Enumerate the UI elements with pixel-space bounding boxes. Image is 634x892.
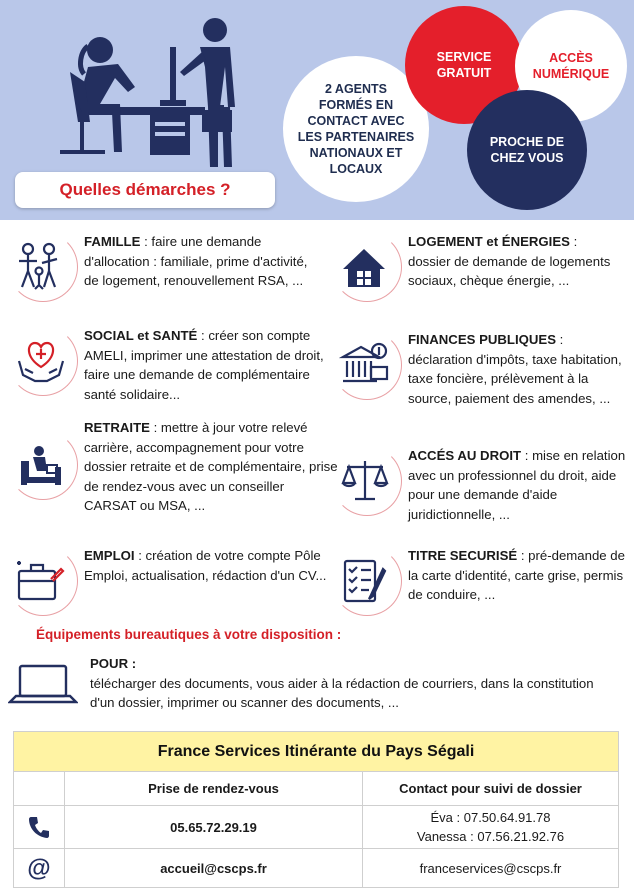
agents-circle: 2 AGENTS FORMÉS EN CONTACT AVEC LES PARTENAIRES NATIONAUX ET LOCAUX [283,56,429,202]
social-text: : créer son compte AMELI, imprimer une attestation de droit, faire une demande de complémentaire santé solidaire... [84,328,324,402]
contact-table [13,731,619,888]
retraite-text: : mettre à jour votre relevé carrière, accompagnement pour votre dossier retraite et de complémentaire, prise de rendez-vous avec un conseiller CARSAT ou MSA, ... [84,420,338,513]
question-title: Quelles démarches ? [59,180,231,199]
suivi-phones [363,806,618,848]
droit-title: ACCÉS AU DROIT [408,448,522,463]
col-suivi: Contact pour suivi de dossier [399,781,582,796]
checklist-pen-icon [339,555,391,607]
logement-title: LOGEMENT et ÉNERGIES [408,234,570,249]
scales-icon [339,455,391,507]
eva-phone[interactable]: Éva : 07.50.64.91.78 [430,810,551,825]
armchair-icon [15,439,65,489]
bank-money-icon [339,339,391,391]
col-rendez-vous: Prise de rendez-vous [148,781,279,796]
titre-text: : pré-demande de la carte d'identité, carte grise, permis de conduire, ... [408,548,625,602]
finances-text: : déclaration d'impôts, taxe habitation, taxe foncière, prélèvement à la source, paiement des amendes, ... [408,332,622,406]
table-title: France Services Itinérante du Pays Ségali [14,732,618,772]
laptop-icon [8,660,78,710]
logement-text: : dossier de demande de logements sociaux, chèque énergie, ... [408,234,611,288]
emploi-text: : création de votre compte Pôle Emploi, actualisation, rédaction d'un CV... [84,548,327,583]
titre-title: TITRE SECURISÉ [408,548,518,563]
equipements-title: Équipements bureautiques à votre disposition : [36,627,342,642]
briefcase-icon [15,555,67,607]
social-title: SOCIAL et SANTÉ [84,328,198,343]
equipements-block [90,654,610,713]
finances-title: FINANCES PUBLIQUES [408,332,557,347]
house-icon [339,241,389,291]
droit-text: : mise en relation avec un professionnel du droit, aide pour une demande d'aide juridictionnelle, ... [408,448,626,522]
emploi-title: EMPLOI [84,548,135,563]
equipements-text: télécharger des documents, vous aider à la rédaction de courriers, dans la constitution d'un dossier, imprimer ou scanner des documents, ... [90,675,594,710]
health-hands-icon [15,335,67,387]
phone-number[interactable]: 05.65.72.29.19 [170,819,257,835]
equipements-pour: POUR : [90,656,137,671]
acces-numerique-circle: ACCÈS NUMÉRIQUE [515,10,627,122]
proche-circle: PROCHE DE CHEZ VOUS [467,90,587,210]
retraite-title: RETRAITE [84,420,150,435]
agents-illustration [30,12,260,172]
header-banner [0,0,634,220]
email-franceservices[interactable]: franceservices@cscps.fr [419,861,562,876]
family-icon [15,241,65,293]
email-icon: @ [27,855,51,882]
phone-icon [28,815,50,839]
vanessa-phone[interactable]: Vanessa : 07.56.21.92.76 [416,829,565,844]
famille-text: : faire une demande d'allocation : familiale, prime d'activité, de logement, renouvellement RSA, ... [84,234,308,288]
famille-title: FAMILLE [84,234,141,249]
question-banner [15,172,275,208]
service-gratuit-circle: SERVICE GRATUIT [405,6,523,124]
email-accueil[interactable]: accueil@cscps.fr [160,861,267,876]
